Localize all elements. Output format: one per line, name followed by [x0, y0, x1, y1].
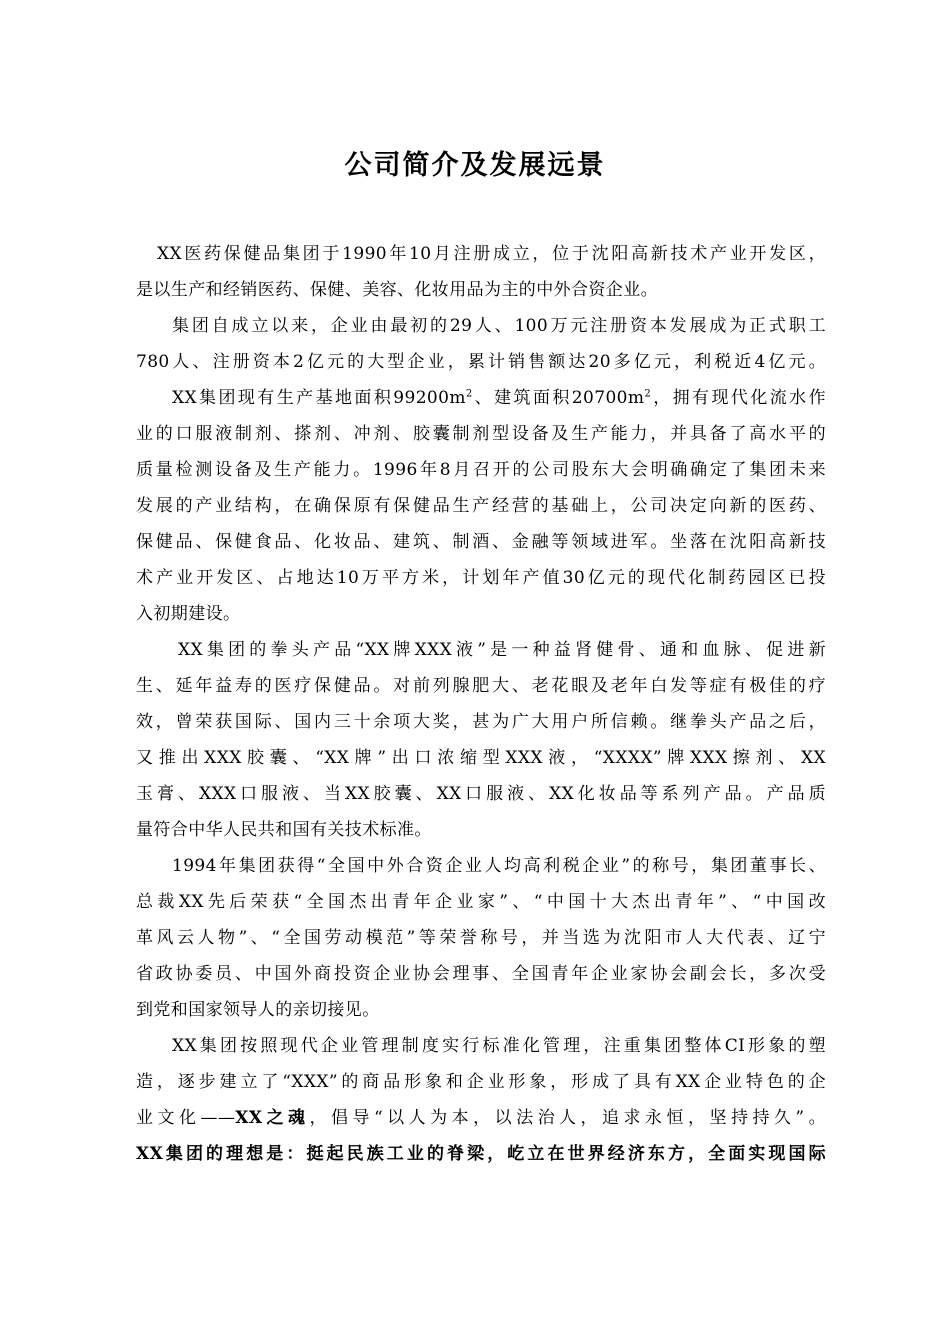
paragraph-line-with-bold	[136, 1100, 826, 1136]
text-fragment: ，倡导“以人为本，以法治人，追求永恒，坚持持久”。	[309, 1108, 826, 1128]
paragraph-line: 质量检测设备及生产能力。1996年8月召开的公司股东大会明确确定了集团未来	[136, 460, 826, 480]
document-body	[136, 236, 826, 1172]
paragraph-line: XX医药保健品集团于1990年10月注册成立，位于沈阳高新技术产业开发区，	[157, 244, 826, 264]
paragraph-line: 是以生产和经销医药、保健、美容、化妆用品为主的中外合资企业。	[136, 280, 658, 300]
paragraph-line: 总裁XX先后荣获“全国杰出青年企业家”、“中国十大杰出青年”、“中国改	[136, 892, 826, 912]
paragraph-line-bold: XX集团的理想是：挺起民族工业的脊梁，屹立在世界经济东方，全面实现国际	[136, 1144, 826, 1164]
text-fragment: XX集团现有生产基地面积99200m	[172, 388, 466, 408]
paragraph-line: XX集团按照现代企业管理制度实行标准化管理，注重集团整体CI形象的塑	[172, 1036, 826, 1056]
superscript: 2	[644, 388, 652, 400]
document-title: 公司简介及发展远景	[344, 150, 606, 181]
paragraph-line: 生、延年益寿的医疗保健品。对前列腺肥大、老花眼及老年白发等症有极佳的疗	[136, 676, 826, 696]
paragraph-line: XX集团的拳头产品“XX牌XXX液”是一种益肾健骨、通和血脉、促进新	[178, 640, 826, 660]
bold-phrase: XX之魂	[235, 1108, 310, 1128]
text-fragment: 、建筑面积20700m	[472, 388, 645, 408]
paragraph-line: 到党和国家领导人的亲切接见。	[136, 1000, 380, 1020]
paragraph-line: 术产业开发区、占地达10万平方米，计划年产值30亿元的现代化制药园区已投	[136, 568, 826, 588]
paragraph-line: 省政协委员、中国外商投资企业协会理事、全国青年企业家协会副会长，多次受	[136, 964, 826, 984]
paragraph-line: 入初期建设。	[136, 604, 241, 624]
paragraph-line: 集团自成立以来，企业由最初的29人、100万元注册资本发展成为正式职工	[172, 316, 826, 336]
paragraph-line: 效，曾荣获国际、国内三十余项大奖，甚为广大用户所信赖。继拳头产品之后，	[136, 712, 826, 732]
text-fragment: ，拥有现代化流水作	[651, 388, 826, 408]
paragraph-line: 780人、注册资本2亿元的大型企业，累计销售额达20多亿元，利税近4亿元。	[136, 352, 826, 372]
paragraph-line-with-superscript	[136, 380, 826, 416]
paragraph-line: 业的口服液制剂、搽剂、冲剂、胶囊制剂型设备及生产能力，并具备了高水平的	[136, 424, 826, 444]
paragraph-line: 造，逐步建立了“XXX”的商品形象和企业形象，形成了具有XX企业特色的企	[136, 1072, 826, 1092]
paragraph-line: 1994年集团获得“全国中外合资企业人均高利税企业”的称号，集团董事长、	[172, 856, 826, 876]
paragraph-line: 玉膏、XXX口服液、当XX胶囊、XX口服液、XX化妆品等系列产品。产品质	[136, 784, 826, 804]
paragraph-line: 保健品、保健食品、化妆品、建筑、制酒、金融等领域进军。坐落在沈阳高新技	[136, 532, 826, 552]
text-fragment: 业文化——	[136, 1108, 236, 1128]
paragraph-line: 量符合中华人民共和国有关技术标准。	[136, 820, 432, 840]
paragraph-line: 革风云人物”、“全国劳动模范”等荣誉称号，并当选为沈阳市人大代表、辽宁	[136, 928, 826, 948]
superscript: 2	[465, 388, 473, 400]
paragraph-line: 又推出XXX胶囊、“XX牌”出口浓缩型XXX液，“XXXX”牌XXX擦剂、XX	[136, 748, 826, 768]
paragraph-line: 发展的产业结构，在确保原有保健品生产经营的基础上，公司决定向新的医药、	[136, 496, 826, 516]
